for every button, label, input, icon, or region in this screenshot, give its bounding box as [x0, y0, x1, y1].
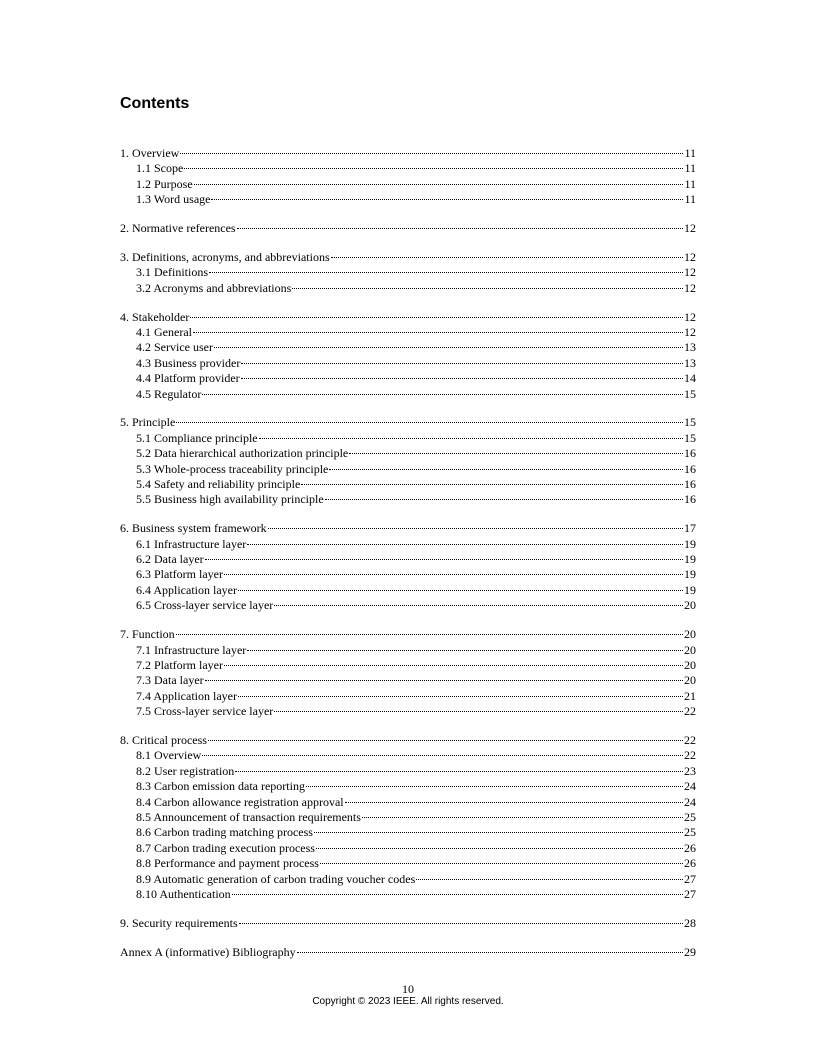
dot-leader: [239, 923, 683, 924]
toc-page-number: 11: [684, 192, 696, 207]
toc-page-number: 21: [684, 688, 696, 703]
dot-leader: [235, 771, 683, 772]
toc-page-number: 11: [684, 146, 696, 160]
toc-page-number: 12: [684, 309, 696, 324]
toc-entry-label: 6.2 Data layer: [136, 552, 204, 567]
toc-subsection-link[interactable]: [120, 462, 696, 477]
toc-page-number: 16: [684, 461, 696, 476]
toc-entry-label: 5.5 Business high availability principle: [136, 492, 324, 507]
toc-section-group: [120, 146, 696, 208]
toc-page-number: 26: [684, 840, 696, 855]
copyright-notice: Copyright © 2023 IEEE. All rights reserved.: [312, 996, 504, 1007]
page-title: Contents: [120, 95, 190, 112]
toc-entry-label: 8.5 Announcement of transaction requirements: [136, 809, 361, 824]
toc-subsection-link[interactable]: [120, 764, 696, 779]
dot-leader: [238, 696, 683, 697]
toc-subsection-link[interactable]: [120, 431, 696, 446]
toc-page-number: 22: [684, 733, 696, 747]
dot-leader: [320, 863, 683, 864]
toc-section-link[interactable]: [120, 310, 696, 325]
dot-leader: [208, 740, 683, 741]
toc-page-number: 14: [684, 371, 696, 386]
toc-subsection-link[interactable]: [120, 825, 696, 840]
toc-page-number: 20: [684, 657, 696, 672]
toc-page-number: 13: [684, 355, 696, 370]
toc-entry-label: 6.1 Infrastructure layer: [136, 536, 247, 551]
dot-leader: [209, 272, 683, 273]
dot-leader: [205, 680, 683, 681]
toc-entry-label: 7.2 Platform layer: [136, 657, 223, 672]
toc-subsection-link[interactable]: [120, 583, 696, 598]
toc-page-number: 24: [684, 779, 696, 794]
toc-section-group: [120, 733, 696, 902]
toc-entry-label: 8.4 Carbon allowance registration approval: [136, 794, 344, 809]
toc-subsection-link[interactable]: [120, 673, 696, 688]
toc-entry-label: 1. Overview: [120, 146, 180, 160]
toc-page-number: 12: [684, 221, 696, 236]
dot-leader: [211, 199, 683, 200]
toc-subsection-link[interactable]: [120, 371, 696, 386]
toc-section-link[interactable]: [120, 916, 696, 931]
toc-page-number: 20: [684, 673, 696, 688]
toc-entry-label: 5.4 Safety and reliability principle: [136, 477, 301, 492]
toc-entry-label: 8.6 Carbon trading matching process: [136, 825, 313, 840]
dot-leader: [316, 848, 683, 849]
toc-page-number: 29: [684, 944, 696, 959]
toc-page-number: 11: [684, 176, 696, 191]
toc-subsection-link[interactable]: [120, 689, 696, 704]
toc-entry-label: 7.3 Data layer: [136, 673, 204, 688]
toc-page-number: 19: [684, 582, 696, 597]
toc-page-number: 12: [684, 280, 696, 295]
toc-entry-label: 4. Stakeholder: [120, 309, 190, 324]
dot-leader: [362, 817, 683, 818]
dot-leader: [224, 574, 683, 575]
dot-leader: [193, 332, 683, 333]
toc-subsection-link[interactable]: [120, 161, 696, 176]
page-number: 10: [402, 982, 414, 996]
dot-leader: [297, 952, 683, 953]
toc-subsection-link[interactable]: [120, 356, 696, 371]
toc-section-link[interactable]: [120, 733, 696, 748]
toc-subsection-link[interactable]: [120, 552, 696, 567]
toc-page-number: 20: [684, 598, 696, 613]
dot-leader: [247, 544, 683, 545]
toc-page-number: 16: [684, 477, 696, 492]
toc-entry-label: 6.3 Platform layer: [136, 567, 223, 582]
dot-leader: [301, 484, 683, 485]
dot-leader: [194, 184, 684, 185]
dot-leader: [184, 168, 683, 169]
toc-subsection-link[interactable]: [120, 598, 696, 613]
toc-page-number: 12: [684, 249, 696, 264]
toc-section-link[interactable]: [120, 945, 696, 960]
dot-leader: [241, 363, 683, 364]
toc-page-number: 22: [684, 748, 696, 763]
dot-leader: [237, 228, 683, 229]
toc-entry-label: 9. Security requirements: [120, 915, 238, 930]
toc-page-number: 16: [684, 492, 696, 507]
toc-section-link[interactable]: [120, 250, 696, 265]
toc-entry-label: 8.7 Carbon trading execution process: [136, 840, 315, 855]
dot-leader: [202, 394, 683, 395]
toc-entry-label: 2. Normative references: [120, 221, 236, 236]
dot-leader: [214, 347, 683, 348]
dot-leader: [268, 528, 683, 529]
toc-page-number: 19: [684, 536, 696, 551]
toc-page-number: 27: [684, 886, 696, 901]
toc-subsection-link[interactable]: [120, 872, 696, 887]
dot-leader: [205, 559, 683, 560]
toc-page-number: 19: [684, 552, 696, 567]
dot-leader: [292, 288, 683, 289]
dot-leader: [349, 453, 683, 454]
toc-entry-label: 8.3 Carbon emission data reporting: [136, 779, 305, 794]
toc-section-group: [120, 521, 696, 613]
dot-leader: [325, 499, 683, 500]
toc-page-number: 17: [684, 521, 696, 536]
dot-leader: [247, 650, 683, 651]
toc-subsection-link[interactable]: [120, 643, 696, 658]
toc-section-link[interactable]: [120, 415, 696, 430]
toc-entry-label: 8.9 Automatic generation of carbon trading voucher codes: [136, 871, 416, 886]
toc-page-number: 11: [684, 161, 696, 176]
toc-entry-label: 8.8 Performance and payment process: [136, 856, 319, 871]
toc-entry-label: 8.10 Authentication: [136, 886, 231, 901]
toc-subsection-link[interactable]: [120, 492, 696, 507]
toc-page-number: 16: [684, 446, 696, 461]
toc-subsection-link[interactable]: [120, 177, 696, 192]
toc-page-number: 24: [684, 794, 696, 809]
toc-subsection-link[interactable]: [120, 841, 696, 856]
dot-leader: [190, 317, 683, 318]
toc-page-number: 23: [684, 763, 696, 778]
toc-section-link[interactable]: [120, 146, 696, 161]
dot-leader: [241, 378, 683, 379]
toc-entry-label: 4.3 Business provider: [136, 355, 241, 370]
dot-leader: [331, 257, 683, 258]
toc-entry-label: 4.4 Platform provider: [136, 371, 240, 386]
toc-subsection-link[interactable]: [120, 446, 696, 461]
toc-page-number: 19: [684, 567, 696, 582]
toc-entry-label: 3.2 Acronyms and abbreviations: [136, 280, 292, 295]
dot-leader: [274, 605, 683, 606]
dot-leader: [329, 469, 683, 470]
dot-leader: [274, 711, 683, 712]
toc-subsection-link[interactable]: [120, 340, 696, 355]
toc-subsection-link[interactable]: [120, 567, 696, 582]
toc-entry-label: 8.2 User registration: [136, 763, 235, 778]
toc-page-number: 12: [684, 265, 696, 280]
toc-entry-label: 5.1 Compliance principle: [136, 430, 258, 445]
toc-entry-label: 1.2 Purpose: [136, 176, 193, 191]
toc-entry-label: 8. Critical process: [120, 733, 207, 747]
dot-leader: [416, 879, 683, 880]
toc-entry-label: 1.3 Word usage: [136, 192, 211, 207]
toc-section-group: [120, 310, 696, 402]
toc-section-group: [120, 627, 696, 719]
toc-subsection-link[interactable]: [120, 537, 696, 552]
toc-entry-label: 3. Definitions, acronyms, and abbreviations: [120, 249, 330, 264]
toc-page-number: 15: [684, 415, 696, 430]
toc-entry-label: 5.2 Data hierarchical authorization principle: [136, 446, 349, 461]
toc-entry-label: 5. Principle: [120, 415, 176, 430]
toc-section-group: [120, 221, 696, 236]
toc-page-number: 13: [684, 340, 696, 355]
dot-leader: [176, 634, 683, 635]
toc-subsection-link[interactable]: [120, 325, 696, 340]
dot-leader: [238, 590, 683, 591]
toc-entry-label: 7. Function: [120, 627, 175, 642]
toc-subsection-link[interactable]: [120, 856, 696, 871]
toc-section-group: [120, 916, 696, 931]
toc-entry-label: 3.1 Definitions: [136, 265, 208, 280]
dot-leader: [259, 438, 683, 439]
toc-page-number: 15: [684, 430, 696, 445]
dot-leader: [314, 832, 683, 833]
toc-entry-label: 8.1 Overview: [136, 748, 202, 763]
toc-subsection-link[interactable]: [120, 779, 696, 794]
toc-entry-label: 6.4 Application layer: [136, 582, 237, 597]
dot-leader: [232, 894, 683, 895]
toc-subsection-link[interactable]: [120, 887, 696, 902]
toc-section-group: [120, 945, 696, 960]
toc-subsection-link[interactable]: [120, 795, 696, 810]
toc-entry-label: 4.1 General: [136, 325, 192, 340]
toc-subsection-link[interactable]: [120, 748, 696, 763]
toc-entry-label: 4.5 Regulator: [136, 386, 202, 401]
toc-subsection-link[interactable]: [120, 810, 696, 825]
toc-subsection-link[interactable]: [120, 387, 696, 402]
dot-leader: [202, 755, 683, 756]
toc-entry-label: 6. Business system framework: [120, 521, 267, 536]
toc-subsection-link[interactable]: [120, 704, 696, 719]
toc-page-number: 22: [684, 704, 696, 719]
toc-page-number: 27: [684, 871, 696, 886]
toc-section-group: [120, 250, 696, 296]
toc-page-number: 25: [684, 809, 696, 824]
toc-entry-label: 7.4 Application layer: [136, 688, 237, 703]
toc-entry-label: 6.5 Cross-layer service layer: [136, 598, 274, 613]
toc-page-number: 12: [684, 325, 696, 340]
toc-entry-label: 5.3 Whole-process traceability principle: [136, 461, 329, 476]
dot-leader: [306, 786, 683, 787]
toc-page-number: 26: [684, 856, 696, 871]
toc-subsection-link[interactable]: [120, 265, 696, 280]
toc-page-number: 15: [684, 386, 696, 401]
toc-subsection-link[interactable]: [120, 477, 696, 492]
toc-section-link[interactable]: [120, 521, 696, 536]
toc-entry-label: 7.1 Infrastructure layer: [136, 642, 247, 657]
toc-section-link[interactable]: [120, 221, 696, 236]
toc-subsection-link[interactable]: [120, 658, 696, 673]
toc-entry-label: 7.5 Cross-layer service layer: [136, 704, 274, 719]
toc-section-link[interactable]: [120, 627, 696, 642]
dot-leader: [180, 153, 683, 154]
toc-page-number: 20: [684, 627, 696, 642]
dot-leader: [224, 665, 683, 666]
toc-page-number: 20: [684, 642, 696, 657]
toc-section-group: [120, 415, 696, 507]
toc-page-number: 28: [684, 915, 696, 930]
dot-leader: [176, 422, 683, 423]
toc-subsection-link[interactable]: [120, 281, 696, 296]
toc-entry-label: 1.1 Scope: [136, 161, 184, 176]
toc-entry-label: 4.2 Service user: [136, 340, 213, 355]
dot-leader: [345, 802, 683, 803]
table-of-contents: [120, 146, 696, 960]
toc-subsection-link[interactable]: [120, 192, 696, 207]
toc-page-number: 25: [684, 825, 696, 840]
toc-entry-label: Annex A (informative) Bibliography: [120, 944, 296, 959]
